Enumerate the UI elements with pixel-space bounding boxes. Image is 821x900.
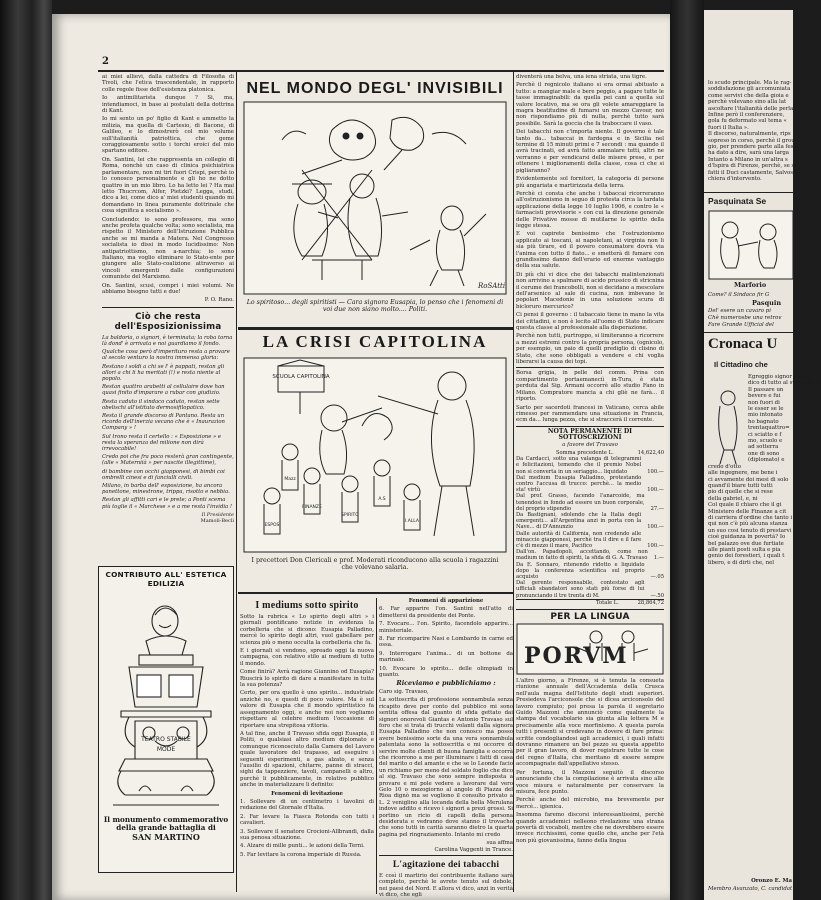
mediums-paragraph-1: Sotto la rubrica « Lo spirito degli altri » i giornali pontificano notizie in evidenza la corbelleria che si dicono: Eusapia Palladino, mercè lo spirito degli altri, vuol gabellare per scienza più o meno occulta la corbelleria che fa. [240,614,374,646]
crisi-label-6: ESPOS [264,523,280,528]
pasquino-line-3: Chè numerosbe una retrov [708,315,782,321]
invisibili-title: NEL MONDO DEGL' INVISIBILI [246,80,504,97]
lingua-text-4: Insomma faremo discorsi interessantissimi, perchè quando accademici nelleono rivelazione una strana povertà di vocaboli, mentre che ne dovrebbero essere invece ricchissimi, come quello che, anche per l'età non più giovanissima, fanno della lingua [516,812,664,844]
sottoscrizione-row [516,456,664,475]
sarto-notice: Sarto per sacerdoti francesi in Vaticano, cerca abile rimesso per rammendare una situazione in Francia, ecm da... lunga pezza, che si straccerà il corrente. [516,404,664,424]
facing-text-line: chiera d'intervento. [708,176,762,183]
apparizione-subtitle: Fenomeni di apparizione [408,598,484,604]
poem-stanza: Credo poi che fra poco resterà gran contingente, (alle « Materniià » per nascite illegittime), [102,454,234,467]
facing-text-line: gio, per prendere parte alla fesse [708,144,800,151]
riceviamo-sign-1: sua affma [486,840,513,847]
levitazione-item: 4. Alzare di mille punti... le azioni della Terni. [240,843,365,850]
sottoscrizioni-total-row [516,599,664,606]
lingua-text-3: Perchè anche del microbio, ma brevemente per mercè... igienica. [516,797,664,810]
intro-article [102,74,234,304]
facing-text-line: bel palazzo ove due furtiate [708,540,784,547]
facing-text-line: one di sono [748,450,780,457]
crisi-label-2: Mazz [284,477,296,482]
crisi-label-3: SPIRITO [341,513,359,518]
mediums-paragraph-3: Come finirà? Avrà ragione Giannino od Eusapia? Riuscirà lo spirito di dare a manifestare in tutta la sua potenza? [240,669,374,689]
lingua-drawing-letters: PORVM [524,643,629,670]
facing-page [704,10,821,900]
facing-text-line: Col quale il chiaro che il gi [708,502,782,509]
sottoscrizione-text: Dal medium Eusapia Palladino, protestando contro l'accusa di trucco: perchè... la medio sta! virtù [516,474,642,494]
apparizione-item: 7. Evocare... l'on. Spirito, facendolo apparire... ministeriale. [379,621,513,634]
sottoscrizione-value: —.50 [650,592,664,599]
sottoscrizione-text: Dal prof. Grasso, facendo l'anarcoide, ma tenendosi in fondo ad essere un buon corporale, del proprio stipendio [516,493,645,512]
sottoscrizione-text: Dall'on. Papadopoli, accettando, come non madium in fatto di spiriti, la sfida di G. A. Travaso [516,549,648,562]
facing-text-line: mio intonato [748,412,783,419]
crisi-title: LA CRISI CAPITOLINA [262,332,488,351]
sottoscrizione-row [516,493,664,512]
pasquino-line-4: Fare Grande Ufficial del [708,322,774,328]
poem-stanza: Restan quattro arabetti al cellulaire dove han quasi finito d'imparare a rubar con giudizio. [102,384,225,397]
levitazione-item: 2. Far levare la Fiasca Rotonda con tutti i cavalieri. [240,813,374,827]
facing-text-line: quand'il biare tutti tutti [708,482,773,489]
sottoscrizioni-section [516,429,664,606]
tabacchi-cont-paragraph: Di più chi vi dice che dei tabacchi malintenzionati non arrivino a spalmare di acido prussico di stricnina il cerume dei francobolli, non si decidano a mescolare dell'arsenico al sale di cucina, non imbevano le popolari Macedonie in una soluzione scura di bicloruro mercurico? [516,271,664,310]
lingua-text-1: L'altro giorno, a Firenze, si è tenuta la consueta riunione annuale dell'Accademia della Crusca nell'aula magna dell'Istituto degli studi superiori. Presiedeva l'arciconsole che si dicea arciconsolo del lavoro compiuto; poi presa la parola il segretario Guido Mazzoni che annunciò come qualmente la stampa del vocabolario sia giunta alla lettera M e precisamente alla voce morfinismo. A questa parola tutti i presenti si credevano in dovere di fare prima: scritte condogliandosi agli accademici, i quali infatti dovranno rimanere un bel pezzo su questa appetito per il gran lavoro, di dover registrare tutte le cose del regno d'Italia, che meritano di essere sempre accompagnate dall'appellativo stesso. [516,678,664,768]
sottoscrizione-value: 100.— [647,542,664,549]
monument-label-mode: MODE [156,746,176,753]
facing-text-line: genio dei forestieri, i quali t [708,553,785,560]
intro-paragraph-6: On. Santini, scusi, compri i miei volumi. Ne abbiamo bisogno tutti e due! [102,282,234,295]
sottoscrizione-row [516,512,664,531]
crisi-label-1: FINANZE [302,505,322,510]
apparizione-item: 6. Far apparire l'on. Santini nell'atto di dimettersi da presidente dei Ponte. [379,606,513,619]
poem-stanza: Qualche cosa però d'imperituro resta a provare al secolo venturo la nostra immensa gloria: [102,349,230,362]
sottoscrizione-row [516,562,664,581]
book-binding [0,0,52,900]
sottoscrizione-value: 1.— [653,555,664,562]
cittadino-title: Il Cittadino che [714,360,768,369]
facing-text-line: le esser se le [748,406,784,413]
poem-stanza: Restan gli affitti cari e le prete; a Ponti scema più toglie il « Marchese » e a me resta l'invidia ! [102,497,233,510]
invisibili-artist: RoSAtti [478,282,506,290]
sottoscrizione-text: Dalle autorità di California, non credendo alle minaccie giapponesi, perchè tra il dire e il fare c'è di mezzo il mare, Pacifico [516,530,642,549]
tabacchi-cont-paragraph: Perchè ci consta che anche i tabaccai ricorreranno all'ostruzionismo in seguo di protesta circa la tardata applicazione della legge 10 luglio 1906, e contro le « farmacisti provvisorie » con cui la direzione generale delle Privative mosse di mutilarne lo spirito della legge stessa. [516,190,664,229]
crisi-label-5: I.ALLA [404,519,420,524]
sottoscrizioni-subtitle: a favore del Travaso [562,441,618,448]
facing-text-line: della gabriel, e, ni [708,495,758,502]
marforio-label: Marforio [734,281,767,289]
facing-text-line: credo d'otto [708,463,741,470]
sottoscrizione-text: Dal gerente responsabile, contestato agli ufficiali sbandatori sono stati più forse di lui pronunciando il tre trenta di M. [516,580,645,599]
facing-text-line: cioè guidanza in povertà? Io [708,534,786,541]
facing-text-line: soddisfazione gli accomuniata [708,86,791,93]
facing-text-line: trentaquattro= [748,425,790,432]
pasquino-line-1: Come? il Sindaco fir G [708,292,770,298]
facing-text-line: libero, e di dirti che, nel [708,559,774,566]
crisi-label-4: A.S [378,497,386,502]
tabacchi-cont-paragraph: E voi capirete benissimo che l'ostruzionismo applicato ai toscani, ai napoletani, ai virginia non li sia più tirare, ed il povero consumatore dovrà via l'anima con tutto il fiato... e smetterà di fumare con grandissimo danno dell'erario ed enorme vantaggio della sua salute. [516,231,664,270]
sottoscrizione-value: —.05 [650,574,664,580]
intro-paragraph-5: Concludendo: io sono professore, ma sono anche profeta qualche volta; sono socialista, ma rispetto il Ministero dell'Istruzione Pubblica anche se mi manda a Matera. Nel Congresso socialista io dissi in modo lucidissimo: Non antipatriottismo, non a-narchia; io sono Italiano, ma voglio eliminare lo Stato-ente per giungere allo Stato-coalizione attraverso ai vincoli emergenti dalle configurazioni comuniste del Marxismo. [102,216,234,281]
prev-value: 14,622,40 [637,449,664,456]
crisi-caption: I precettori Don Clericali e prof. Moderati riconducono alla scuola i ragazzini che volevano salaria. [251,557,499,572]
facing-text-line: Ministero delle Finanze a cit [708,508,787,515]
facing-signature-2: Membro Avanzato, C. candidat [708,886,793,892]
poem-stanza: Restano i soldi a chi se l' è pappati, restan gli allori a chi li ha meritati (!) e resta niente al popolo. [102,363,225,383]
tabacchi-cont-paragraph: Evidentemente sol fornitori, la categoria di persone più angariata e martirizzata della terra. [516,176,664,189]
lingua-illustration [516,623,664,675]
estetica-caption-1: Il monumento commemorativo [103,815,229,824]
riceviamo-greeting: Caro sig. Travaso, [379,688,429,695]
poem-stanza: Milano, in barba dell' esposizione, ha ancora panettone, minestrone, trippa, risotto e nebbia. [102,483,230,496]
facing-text-line: Intanto a Milano in un'altra s [708,156,788,163]
facing-text-line: fatti il Duci castamente, Salvos [708,169,794,176]
intro-paragraph-2: Io antimilitarista dunque ? Si, ma, intendiamoci, in base ai postulati della dottrina di Kant. [102,95,234,115]
poem-stanza: Resta caduto il sindaco caduto, restan sette obelischi all'istituto dermosifilopatico. [102,398,220,411]
levitazione-subtitle: Fenomeni di levitazione [271,790,343,797]
apparizione-item: 8. Far ricomparire Nasi e Lombardo in carne ed ossa. [379,636,513,649]
newspaper-page [52,14,670,900]
mediums-article [240,596,374,896]
poem-stanza: Resta il grande discorso di Pantano. Resta un ricordo dell'inerzia vecano che è « Inaurazion Company » ! [102,413,225,432]
crisi-sign: SCUOLA CAPITOLINA [272,374,330,380]
levitazione-item: 5. Far levitare la corona imperiale di Russia. [240,851,362,858]
apparizione-item: 9. Interrogare l'anima... di un bottone da marinaio. [379,650,513,664]
apparizione-item: 10. Evocare lo spirito... delle olimpiadi in guanto. [379,665,513,679]
invisibili-cartoon [240,74,510,326]
facing-text-line: Il discorso, naturalmente, rips [708,131,791,138]
facing-top-text [708,80,800,190]
pasquino-illustration [708,210,793,280]
sottoscrizione-value: 100.— [647,524,664,531]
sottoscrizione-value: 100.— [647,468,664,475]
facing-text-line: come servivi che della gioia e [708,92,789,99]
sottoscrizione-row [516,580,664,599]
borsa-notice: Borsa grigia, in pelle del comm. Prina con compartimento portaemaneciì in-Tura, è stata perduta dal Sig. Armani occorrè allo studio Fano in Milano. Compratore mancia a chi gliè ne farà... il riporto. [516,370,664,403]
facing-lower-text [708,374,821,874]
poem-stanza: La baldoria, o signori, è terminata; la roba torna là dond' è arrivata e noi guardiamo il fondo. [102,334,233,348]
levitazione-item: 3. Sollevare il senatore Crocioni-Allbrandi, dalla sua penosa situazione. [240,828,374,841]
facing-text-line: bevere e fui [748,393,781,400]
sottoscrizioni-rows [516,456,664,599]
tabacchi-cont-paragraph: Dei tabacchi non c'importa niente. Il governo è tale tanto da... tabaccai in fardegna e in Sicilia nel termine di 15 minuti primi e 7 secondi : ma quando il avrà tracinati, ed avrà fatto ammalare tutti, altri ne verranno e per vendicarsi delle misere prese, e per ottenere i miglioramenti della classe, cosa ci che si pigliaranno? [516,129,664,174]
poem-stanza: di bambine con occhi giapponesi, di bimbi coi ombrelli cinesi e di fanciulli civili. [102,468,225,481]
estetica-caption-2: della grande battaglia di [116,823,216,833]
tabacchi-cont-paragraph: diventerà una belva, una iena striata, una tigre. [516,74,647,80]
poem-signature: Mamoli-Becli [200,517,234,524]
mediums-paragraph-2: E i giornali si vendono, spreado oggi la nuova campagna, con relativo stilo ai medium di tutto il mondo. [240,648,374,667]
cronaca-title: Cronaca U [708,336,778,352]
facing-text-line: ha dato a dire, sarà una larga [708,150,790,157]
facing-text-line: ho bagnato [748,418,779,425]
monument-illustration [99,591,233,816]
mediums-title: I mediums sotto spirito [255,600,359,611]
crisi-cartoon [240,332,510,590]
prev-label: Somma precedente L. [556,449,614,456]
right-text-column [516,74,664,894]
facing-text-line: ci avvamente doi mesi di solo [708,476,789,483]
facing-text-line: gola fu deformato sul tema « [708,118,787,125]
facing-text-line: ascoltare l'italianità delle perla [708,105,794,112]
sottoscrizione-text: Da Cardacci, sotto una valanga di telegrammi e felicitazioni, temendo che il premio Nobel non si converta in un seriaggio... liquidato [516,456,642,475]
facing-text-line: dico di tutto al sviluppo ad [748,380,821,387]
facing-text-line: ci sciatto e f [748,431,782,438]
facing-text-line: perchè volevano sino alla lat [708,99,787,106]
facing-text-line: alle pianti posti sulta e pia [708,546,781,553]
intro-paragraph-1: ai miei allievi, dalla cattedra di Filosofia di Tivoli, che l'etica trascendentale, in rapporto colle regole fisse dell'esistenza platonica. [102,74,234,93]
facing-text-line: pio di quelle che si rese [708,489,773,496]
sottoscrizione-row [516,549,664,561]
riceviamo-text: La sottoscrita di professione sonnambula senza ricapito deve per conto del pubblico mi sono sentita offesa dal guanto di sfida gettato dai signori onorevoli Giantas e Antonio Travaso sul foro che si trata di trucchi volanti dalla signora Eusapia Palladino che non conosco ma posso avere benissimo sorte da una vera sonnambula patentata sono la sottoscritta e mi occorre di servire molte clienti di buona famiglia e occorrà che ricorrono a me per illuminare i fatti di casa del marito o del amante e che se lo Leonde facio un richiamo per meno del soldato foglio che dico al sig. Travaso che sono sempre indisposta a provare e mi pole vedere a lavorare dal vero Gelo 10 o mezogiorno al angolo di Piazza del Rioa dignò ma se vogliono il consulto privato a L. 2 veniglino alla locanda della bella Merulana indove addito e ricevo i signori a prezi grossi. Si portino un ricio di capelli della persona desiderata e vedranno dove stanno il trovacho che sono tutti in carità saranno dietro la quarta pagina pel ringraziamento. Intanto mi credo [379,697,513,838]
monument-label-teatro: TEATRO STABILE [141,736,191,743]
tabacchi-cont-paragraph: Perchè non tutti, purtroppo, si limiteranno a ricorrere a mezzi estremi contro la propria persona, (ognicolo, per esempio, un paio di quelli prediglio di clisino di Stato, che sono obbligati a vendere e chi voglia liberarsi la causa dei topi. [516,333,664,366]
facing-text-line: Egreggio signor crono [748,374,810,380]
riceviamo-title: Riceviamo e pubblichiamo : [396,679,496,688]
sottoscrizione-row [516,531,664,550]
sottoscrizioni-title: NOTA PERMANENTE DI SOTTOSCRIZIONI [547,427,633,442]
estetica-edilizia-box [98,566,234,873]
mediums-paragraph-4: Certo, per ora quello è uno spirito... industriale anzichè no, e questi di poco valore. Ma è sul valore di Eusapia che il mondo spiritistico fa assegnamento oggi, e anche noi non vogliamo rispettare al celebre medium l'occasione di riportare una strepitosa vittoria. [240,690,374,729]
mediums-article-cont [379,598,513,898]
mediums-paragraph-5: A tal fine, anche il Travaso sfida oggi Eusapia, il Politi, o qualsiasi altro medium diplomato e comunque riconosciuto dalla Camera del Lavoro quale lavoratore del trapasso, ad eseguire i seguenti esperimenti, a gas alzato, e senza l'ausilio di spazioni, chitarre, panne di stracci, sighi da tappezziere, tavoli, campanelli o altro, purchè li pubblicamente, in relativo pubblico anche in materializzare li definito: [240,730,374,789]
poem-stanza: Sul trono resta il certello : « Esposizione » e resta la speranza del milione non dirà irrevocabile! [102,433,222,453]
total-value: 28,864,72 [637,599,664,606]
tabacchi-cont-paragraph: Perchè il regnicolo italiano si era ormai abituato a tutto: a mangiar male e bere peggio, a pagare tutte le tasse immaginabili: da quella pei cani a quella sul valore locativo, ma se ora gli volete amareggiare la magra beatitudine di fumarsi un mezzo Cavour, noi non rispondiamo più di nulla, perchè tutto sarà possibile. Sarà la goccia che fa traboccare il vaso. [516,82,664,127]
lingua-title: PER LA LINGUA [550,612,630,623]
facing-text-line: fuori il Italia ». [708,124,749,131]
facing-signature: Oronzo E. Ma [751,878,792,884]
intro-paragraph-3: Io mi sento un po' figlio di Kant e ammetto la milizia, ma quella di Cartesio, di Bacone, di Galileo, e lo dimostrerò col mio volume sull'italianità patriottica, che geme coraggiosamente sotto i torchi eroici del mio spartano editore. [102,116,234,155]
pasquino-label: Pasquin [752,299,782,307]
facing-text-line: d'Ispira di Firenze, perchè, se si [708,163,797,170]
intro-signature: P. O. Rano. [204,297,234,304]
intro-paragraph-4: On. Santini, lei che rappresenta un collegio di Roma, nonchè un caso di clinica psichiatrica parlamentare, non mi tiri fuori Crispi, perchè io lo conosco personalmente e gli ho ne dotto quattro in un mio libro. Lo ha letto lei ? Ha mai letto Thucrcom, Alfer, Pietzki? Legga, studi, dico a lei, come dico a' miei studenti quando mi domandano in linea puramente dottrinale che cosa significa a socialismo ». [102,156,234,215]
facing-text-line: mo, scuolo e [748,438,783,445]
estetica-title: CONTRIBUTO ALL' ESTETICA EDILIZIA [105,570,227,588]
facing-text-line: lo scudo principale. Ma le rag- [708,80,792,86]
facing-text-line: Infine però il conferenziere, [708,112,785,119]
facing-text-line: alle ingegnere, me bene i [708,470,778,477]
sottoscrizione-value: 100.— [647,487,664,494]
pasquino-line-2: Del' esere un cavaro pi [708,308,771,314]
invisibili-caption: Lo spiritoso... degli spiritisti — Cara signora Eusapia, lo penso che i fenomeni di voi due non siano molto.... Politi. [246,299,504,314]
pasquinata-title: Pasquinata Se [708,196,767,206]
facing-text-line: un suo cosi tenuto di prestarvi [708,527,792,534]
sottoscrizione-row [516,475,664,494]
facing-text-line: Il passare un [748,386,784,393]
poem-signature-label: Il Presidente [201,511,234,518]
facing-text-line: qui non c'è più alcuna stanza [708,521,788,528]
facing-text-line: sopreso in corso, perchè il grou [708,137,795,144]
total-label: Totale L. [596,599,619,606]
facing-text-line: non fuori di [748,399,780,406]
sottoscrizione-value: 27.— [650,505,664,512]
seance-illustration [242,100,508,296]
lingua-text-2: Per fortuna, il Mazzoni seguitò il discorso annunciando che la compilazione è arrivata sino alle voce misura e naturalmente per conservare la misura, fece punto. [516,769,664,795]
page-number: 2 [102,56,109,67]
tabacchi-cont-paragraph: Ci pensi il governo : il tabaccaio tiene in mano la vita dei cittadini, e non è lecito all'uomo di Stato indicare questa classe al professionale alla disperazione. [516,312,664,332]
riceviamo-sign-2: Carolina Vaggenti in Trance. [434,846,513,853]
page-gutter [670,0,704,900]
school-illustration [242,356,508,554]
esposizione-title: Ciò che resta dell'Esposizionissima [114,311,222,332]
estetica-caption-3: SAN MARTINO [132,831,200,842]
facing-text-line: ad sotterra [748,444,779,451]
levitazione-item: 1. Sollevare di un centimetro i tavolini di redazione del Giornale d'Italia. [240,798,374,812]
facing-text-line: di carriera d'ordine che tanto i [708,514,793,521]
sottoscrizione-text: Da Bastignani, sdolendo che la Italia degli emergenti... all'Argentina anzi in porta con la Nave... di D'Annunzio [516,511,642,531]
esposizione-poem [102,335,234,524]
tabacchi-title: L'agitazione dei tabacchi [392,860,500,871]
facing-text-line: (diplomato) e [748,457,785,464]
sottoscrizione-text: Da E. Sonnaro, ritenendo ridotto e liquidato dopo la conferenza scientifica sul proprio acquisto [516,561,645,580]
tabacchi-text: E così il martirio dei contribuente italiano sarà completo, perchè le avrete tenuto sul debole, nei paesi del Nord. E allora vi dico, anzi in verità vi dico, che egli [379,873,513,899]
